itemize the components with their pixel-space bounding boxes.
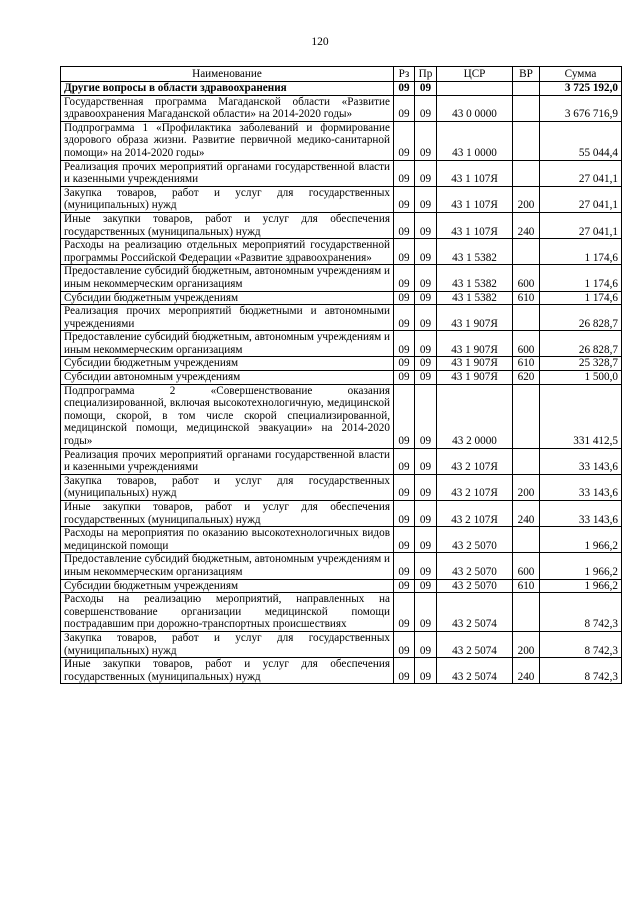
row-pr-cell: 09 (415, 527, 437, 553)
row-name-cell: Подпрограмма 1 «Профилактика заболеваний и формирование здорового образа жизни. Развитие первичной медико-санитарной помощи» на 2014-2020 годы» (61, 121, 394, 160)
table-row (61, 658, 622, 684)
row-rz-cell: 09 (394, 593, 415, 632)
row-name-cell: Расходы на мероприятия по оказанию высокотехнологичных видов медицинской помощи (61, 527, 394, 553)
table-row (61, 95, 622, 121)
row-vr-cell: 200 (513, 474, 540, 500)
row-pr-cell: 09 (415, 631, 437, 657)
row-name-cell: Расходы на реализацию отдельных мероприятий государственной программы Российской Федерации «Развитие здравоохранения» (61, 239, 394, 265)
row-vr-cell (513, 121, 540, 160)
row-name-cell: Реализация прочих мероприятий бюджетными и автономными учреждениями (61, 305, 394, 331)
row-pr-cell: 09 (415, 160, 437, 186)
row-rz-cell: 09 (394, 82, 415, 96)
row-vr-cell: 620 (513, 371, 540, 385)
row-vr-cell (513, 593, 540, 632)
row-sum-cell: 25 328,7 (540, 357, 622, 371)
row-pr-cell: 09 (415, 239, 437, 265)
row-pr-cell: 09 (415, 448, 437, 474)
row-name-cell: Предоставление субсидий бюджетным, автономным учреждениям и иным некоммерческим организациям (61, 553, 394, 579)
row-rz-cell: 09 (394, 239, 415, 265)
row-name-cell: Другие вопросы в области здравоохранения (61, 82, 394, 96)
row-vr-cell: 240 (513, 501, 540, 527)
row-rz-cell: 09 (394, 448, 415, 474)
row-vr-cell (513, 160, 540, 186)
row-name-cell: Реализация прочих мероприятий органами государственной власти и казенными учреждениями (61, 160, 394, 186)
row-vr-cell: 600 (513, 553, 540, 579)
table-row (61, 265, 622, 291)
row-rz-cell: 09 (394, 160, 415, 186)
row-csr-cell (437, 82, 513, 96)
row-rz-cell: 09 (394, 212, 415, 238)
row-vr-cell (513, 384, 540, 448)
row-sum-cell: 1 966,2 (540, 553, 622, 579)
row-rz-cell: 09 (394, 553, 415, 579)
table-row (61, 553, 622, 579)
table-row (61, 212, 622, 238)
row-rz-cell: 09 (394, 631, 415, 657)
row-name-cell: Иные закупки товаров, работ и услуг для обеспечения государственных (муниципальных) нужд (61, 212, 394, 238)
row-sum-cell: 331 412,5 (540, 384, 622, 448)
row-rz-cell: 09 (394, 384, 415, 448)
row-csr-cell: 43 2 5074 (437, 631, 513, 657)
row-name-cell: Субсидии бюджетным учреждениям (61, 579, 394, 593)
row-rz-cell: 09 (394, 331, 415, 357)
row-csr-cell: 43 2 0000 (437, 384, 513, 448)
row-sum-cell: 8 742,3 (540, 593, 622, 632)
header-pr: Пр (415, 67, 437, 82)
row-pr-cell: 09 (415, 331, 437, 357)
row-csr-cell: 43 1 907Я (437, 371, 513, 385)
row-vr-cell: 600 (513, 265, 540, 291)
row-pr-cell: 09 (415, 186, 437, 212)
table-row (61, 357, 622, 371)
row-sum-cell: 27 041,1 (540, 160, 622, 186)
row-name-cell: Субсидии бюджетным учреждениям (61, 291, 394, 305)
row-csr-cell: 43 1 5382 (437, 291, 513, 305)
row-vr-cell: 240 (513, 212, 540, 238)
row-vr-cell (513, 448, 540, 474)
table-row (61, 448, 622, 474)
row-vr-cell: 610 (513, 579, 540, 593)
row-sum-cell: 26 828,7 (540, 305, 622, 331)
row-rz-cell: 09 (394, 527, 415, 553)
row-pr-cell: 09 (415, 265, 437, 291)
page-number: 120 (311, 36, 329, 48)
row-sum-cell: 27 041,1 (540, 212, 622, 238)
row-rz-cell: 09 (394, 357, 415, 371)
row-sum-cell: 55 044,4 (540, 121, 622, 160)
row-csr-cell: 43 1 107Я (437, 212, 513, 238)
row-vr-cell: 200 (513, 186, 540, 212)
row-csr-cell: 43 1 5382 (437, 239, 513, 265)
header-vr: ВР (513, 67, 540, 82)
row-vr-cell (513, 95, 540, 121)
row-vr-cell: 200 (513, 631, 540, 657)
row-vr-cell: 240 (513, 658, 540, 684)
header-rz: Рз (394, 67, 415, 82)
table-row (61, 239, 622, 265)
row-name-cell: Расходы на реализацию мероприятий, направленных на совершенствование организации медицинской помощи пострадавшим при дорожно-транспортных происшествиях (61, 593, 394, 632)
row-pr-cell: 09 (415, 291, 437, 305)
row-sum-cell: 1 966,2 (540, 579, 622, 593)
row-sum-cell: 26 828,7 (540, 331, 622, 357)
row-pr-cell: 09 (415, 593, 437, 632)
row-name-cell: Закупка товаров, работ и услуг для государственных (муниципальных) нужд (61, 631, 394, 657)
row-rz-cell: 09 (394, 474, 415, 500)
row-csr-cell: 43 2 5070 (437, 527, 513, 553)
row-name-cell: Подпрограмма 2 «Совершенствование оказания специализированной, включая высокотехнологичную, медицинской помощи, скорой, в том числе скорой специализированной, медицинской помощи, медицинской эвакуации» на 2014-2020 годы» (61, 384, 394, 448)
row-name-cell: Субсидии автономным учреждениям (61, 371, 394, 385)
row-pr-cell: 09 (415, 501, 437, 527)
row-sum-cell: 3 676 716,9 (540, 95, 622, 121)
row-name-cell: Предоставление субсидий бюджетным, автономным учреждениям и иным некоммерческим организациям (61, 331, 394, 357)
row-pr-cell: 09 (415, 305, 437, 331)
table-row (61, 579, 622, 593)
row-csr-cell: 43 2 107Я (437, 448, 513, 474)
row-csr-cell: 43 2 5070 (437, 553, 513, 579)
table-row (61, 305, 622, 331)
table-row (61, 160, 622, 186)
row-pr-cell: 09 (415, 95, 437, 121)
row-name-cell: Предоставление субсидий бюджетным, автономным учреждениям и иным некоммерческим организациям (61, 265, 394, 291)
row-name-cell: Закупка товаров, работ и услуг для государственных (муниципальных) нужд (61, 474, 394, 500)
row-sum-cell: 1 174,6 (540, 239, 622, 265)
table-row (61, 331, 622, 357)
row-vr-cell: 600 (513, 331, 540, 357)
row-name-cell: Закупка товаров, работ и услуг для государственных (муниципальных) нужд (61, 186, 394, 212)
row-csr-cell: 43 1 5382 (437, 265, 513, 291)
row-vr-cell (513, 527, 540, 553)
budget-table (60, 66, 622, 684)
row-rz-cell: 09 (394, 658, 415, 684)
table-row (61, 82, 622, 96)
row-name-cell: Субсидии бюджетным учреждениям (61, 357, 394, 371)
row-sum-cell: 1 174,6 (540, 291, 622, 305)
row-vr-cell (513, 305, 540, 331)
row-pr-cell: 09 (415, 82, 437, 96)
row-rz-cell: 09 (394, 579, 415, 593)
row-pr-cell: 09 (415, 553, 437, 579)
row-csr-cell: 43 2 107Я (437, 501, 513, 527)
table-row (61, 631, 622, 657)
row-csr-cell: 43 2 5074 (437, 658, 513, 684)
row-sum-cell: 33 143,6 (540, 501, 622, 527)
row-sum-cell: 1 966,2 (540, 527, 622, 553)
table-row (61, 474, 622, 500)
row-rz-cell: 09 (394, 291, 415, 305)
row-name-cell: Государственная программа Магаданской области «Развитие здравоохранения Магаданской области» на 2014-2020 годы» (61, 95, 394, 121)
row-sum-cell: 8 742,3 (540, 631, 622, 657)
row-vr-cell: 610 (513, 291, 540, 305)
row-vr-cell (513, 82, 540, 96)
table-row (61, 186, 622, 212)
row-csr-cell: 43 1 107Я (437, 160, 513, 186)
row-sum-cell: 33 143,6 (540, 474, 622, 500)
row-sum-cell: 1 174,6 (540, 265, 622, 291)
row-pr-cell: 09 (415, 658, 437, 684)
row-pr-cell: 09 (415, 357, 437, 371)
row-sum-cell: 1 500,0 (540, 371, 622, 385)
row-rz-cell: 09 (394, 186, 415, 212)
table-row (61, 121, 622, 160)
table-row (61, 384, 622, 448)
row-csr-cell: 43 1 907Я (437, 357, 513, 371)
row-rz-cell: 09 (394, 371, 415, 385)
row-csr-cell: 43 0 0000 (437, 95, 513, 121)
row-pr-cell: 09 (415, 384, 437, 448)
row-rz-cell: 09 (394, 305, 415, 331)
row-csr-cell: 43 1 0000 (437, 121, 513, 160)
row-pr-cell: 09 (415, 371, 437, 385)
row-sum-cell: 3 725 192,0 (540, 82, 622, 96)
row-csr-cell: 43 1 907Я (437, 305, 513, 331)
row-csr-cell: 43 2 5074 (437, 593, 513, 632)
row-name-cell: Иные закупки товаров, работ и услуг для обеспечения государственных (муниципальных) нужд (61, 658, 394, 684)
table-header-row (61, 67, 622, 82)
table-row (61, 593, 622, 632)
header-name: Наименование (61, 67, 394, 82)
row-vr-cell (513, 239, 540, 265)
row-vr-cell: 610 (513, 357, 540, 371)
table-row (61, 527, 622, 553)
row-rz-cell: 09 (394, 265, 415, 291)
row-sum-cell: 33 143,6 (540, 448, 622, 474)
row-csr-cell: 43 2 107Я (437, 474, 513, 500)
row-sum-cell: 8 742,3 (540, 658, 622, 684)
row-rz-cell: 09 (394, 95, 415, 121)
table-row (61, 501, 622, 527)
header-csr: ЦСР (437, 67, 513, 82)
row-sum-cell: 27 041,1 (540, 186, 622, 212)
row-name-cell: Реализация прочих мероприятий органами государственной власти и казенными учреждениями (61, 448, 394, 474)
row-pr-cell: 09 (415, 121, 437, 160)
row-pr-cell: 09 (415, 474, 437, 500)
row-rz-cell: 09 (394, 501, 415, 527)
row-name-cell: Иные закупки товаров, работ и услуг для обеспечения государственных (муниципальных) нужд (61, 501, 394, 527)
table-row (61, 291, 622, 305)
table-row (61, 371, 622, 385)
row-csr-cell: 43 2 5070 (437, 579, 513, 593)
row-csr-cell: 43 1 107Я (437, 186, 513, 212)
row-pr-cell: 09 (415, 579, 437, 593)
header-sum: Сумма (540, 67, 622, 82)
row-csr-cell: 43 1 907Я (437, 331, 513, 357)
row-pr-cell: 09 (415, 212, 437, 238)
row-rz-cell: 09 (394, 121, 415, 160)
